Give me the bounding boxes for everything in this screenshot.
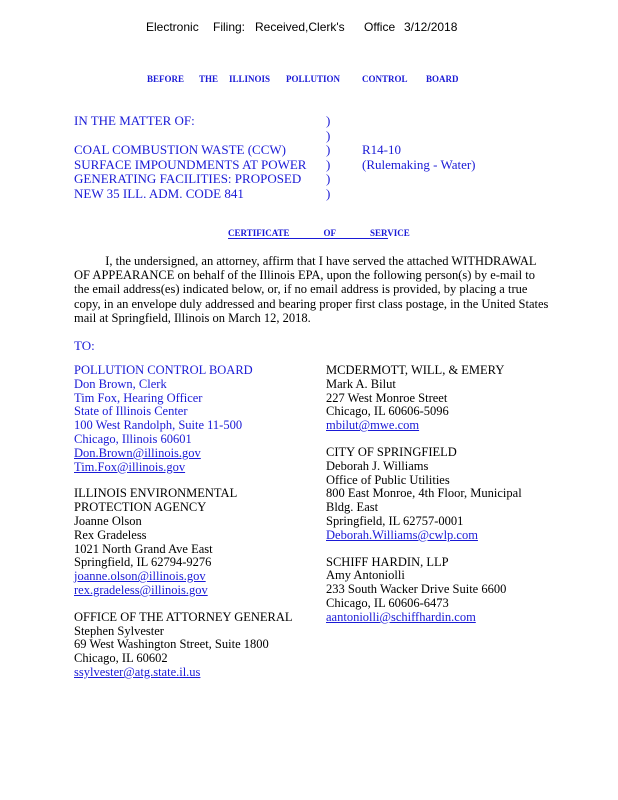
recipient-line: Joanne Olson	[74, 513, 142, 528]
recipient-block	[74, 364, 324, 474]
matter-line: IN THE MATTER OF:	[74, 113, 195, 128]
header-word: Office	[364, 20, 396, 34]
recipient-org: POLLUTION CONTROL BOARD	[74, 363, 253, 377]
recipient-block	[326, 556, 596, 625]
recipient-line: Chicago, Illinois 60601	[74, 431, 192, 446]
email-link[interactable]: Don.Brown@illinois.gov	[74, 445, 201, 460]
header-word: Electronic	[146, 20, 199, 34]
paren: )	[326, 113, 331, 128]
board-word: POLLUTION	[286, 74, 341, 84]
email-link[interactable]: ssylvester@atg.state.il.us	[74, 664, 201, 679]
recipient-line: Springfield, IL 62794-9276	[74, 555, 212, 570]
header-word: Filing:	[213, 20, 246, 34]
email-link[interactable]: joanne.olson@illinois.gov	[74, 569, 206, 584]
matter-line: COAL COMBUSTION WASTE (CCW)	[74, 142, 286, 157]
cert-word: CERTIFICATE	[228, 228, 290, 238]
recipient-line: Rex Gradeless	[74, 527, 147, 542]
paren: )	[326, 156, 331, 172]
caption-parens	[326, 114, 330, 201]
recipient-block	[326, 364, 596, 433]
recipient-line: Amy Antoniolli	[326, 568, 405, 583]
paren: )	[326, 142, 331, 157]
to-label: TO:	[74, 338, 95, 353]
board-word: CONTROL	[362, 74, 408, 84]
body-line: mail at Springfield, Illinois on March 12, 2018.	[74, 310, 311, 325]
paren: )	[326, 171, 331, 186]
body-line: I, the undersigned, an attorney, affirm that I have served the attached WITHDRAWAL	[74, 254, 537, 268]
email-link[interactable]: mbilut@mwe.com	[326, 418, 420, 433]
recipient-line: Springfield, IL 62757-0001	[326, 513, 464, 528]
matter-line: NEW 35 ILL. ADM. CODE 841	[74, 185, 244, 201]
recipient-line: 69 West Washington Street, Suite 1800	[74, 637, 269, 652]
recipient-line: Bldg. East	[326, 500, 379, 515]
header-word: Received,Clerk's	[255, 20, 345, 34]
docket-number: R14-10	[362, 142, 401, 157]
recipient-line: Chicago, IL 60606-5096	[326, 404, 449, 419]
docket-info	[362, 143, 476, 172]
header-word: 3/12/2018	[404, 20, 458, 34]
body-line: copy, in an envelope duly addressed and bearing proper first class postage, in the United States	[74, 296, 549, 311]
matter-line: GENERATING FACILITIES: PROPOSED	[74, 171, 302, 186]
recipient-line: 227 West Monroe Street	[326, 390, 448, 405]
board-word: BEFORE	[147, 74, 185, 84]
recipient-line: State of Illinois Center	[74, 404, 188, 419]
recipient-line: Don Brown, Clerk	[74, 376, 167, 391]
recipient-line: 800 East Monroe, 4th Floor, Municipal	[326, 486, 522, 501]
recipient-line: Chicago, IL 60602	[74, 651, 168, 666]
recipient-line: 233 South Wacker Drive Suite 6600	[326, 582, 507, 597]
recipient-line: Deborah J. Williams	[326, 458, 429, 473]
matter-line	[74, 129, 306, 144]
body-line: the email address(es) indicated below, or, if no email address is provided, by placing a true	[74, 282, 528, 297]
recipient-org: SCHIFF HARDIN, LLP	[326, 554, 449, 569]
recipient-line: Stephen Sylvester	[74, 623, 164, 638]
paren: )	[326, 185, 331, 201]
email-link[interactable]: rex.gradeless@illinois.gov	[74, 582, 208, 597]
recipient-block	[74, 487, 324, 597]
paren: )	[326, 127, 331, 143]
recipient-line: Mark A. Bilut	[326, 376, 396, 391]
recipient-org: CITY OF SPRINGFIELD	[326, 444, 457, 459]
board-word: THE	[199, 74, 219, 84]
email-link[interactable]: aantoniolli@schiffhardin.com	[326, 609, 476, 624]
recipient-line: Office of Public Utilities	[326, 472, 450, 487]
recipient-block	[326, 446, 596, 543]
recipient-line: PROTECTION AGENCY	[74, 500, 207, 515]
certificate-body	[74, 254, 594, 325]
service-list-left	[74, 364, 324, 693]
recipient-line: Chicago, IL 60606-6473	[326, 595, 449, 610]
body-line: OF APPEARANCE on behalf of the Illinois EPA, upon the following person(s) by e-mail to	[74, 268, 535, 283]
matter-line: SURFACE IMPOUNDMENTS AT POWER	[74, 156, 307, 172]
cert-word: SERVICE	[370, 228, 410, 238]
recipient-block	[74, 611, 324, 680]
recipient-line: Tim Fox, Hearing Officer	[74, 390, 203, 405]
board-word: ILLINOIS	[229, 74, 271, 84]
cert-word: OF	[323, 228, 337, 238]
recipient-org: ILLINOIS ENVIRONMENTAL	[74, 486, 238, 501]
certificate-title	[228, 228, 410, 239]
matter-caption	[74, 114, 306, 201]
docket-type: (Rulemaking - Water)	[362, 156, 476, 172]
recipient-line: 100 West Randolph, Suite 11-500	[74, 418, 243, 433]
email-link[interactable]: Tim.Fox@illinois.gov	[74, 459, 186, 474]
recipient-org: MCDERMOTT, WILL, & EMERY	[326, 363, 505, 377]
service-list-right	[326, 364, 596, 638]
recipient-org: OFFICE OF THE ATTORNEY GENERAL	[74, 609, 293, 624]
board-word: BOARD	[426, 74, 459, 84]
recipient-line: 1021 North Grand Ave East	[74, 541, 213, 556]
email-link[interactable]: Deborah.Williams@cwlp.com	[326, 527, 478, 542]
